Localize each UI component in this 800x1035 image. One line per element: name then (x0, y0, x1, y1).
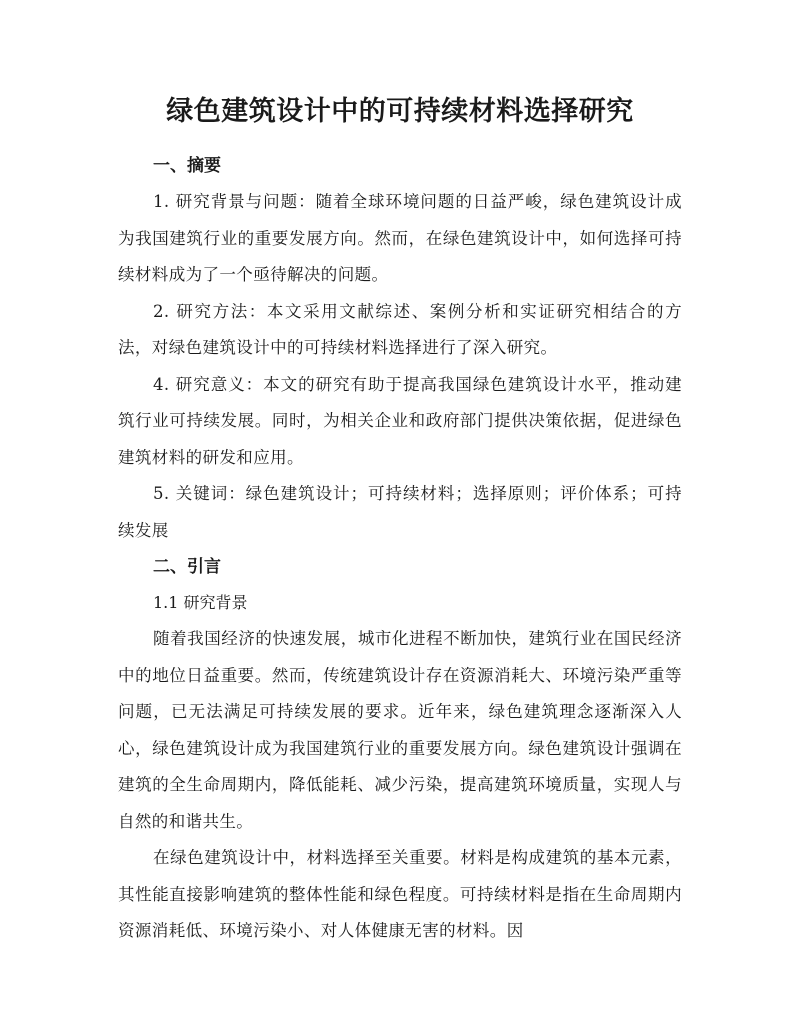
intro-paragraph: 在绿色建筑设计中，材料选择至关重要。材料是构成建筑的基本元素，其性能直接影响建筑的整体性能和绿色程度。可持续材料是指在生命周期内资源消耗低、环境污染小、对人体健康无害的材料。因 (118, 848, 682, 940)
section-heading-intro: 二、引言 (153, 557, 221, 577)
section-heading-abstract: 一、摘要 (153, 156, 221, 176)
abstract-item-background: 1. 研究背景与问题：随着全球环境问题的日益严峻，绿色建筑设计成为我国建筑行业的重要发展方向。然而，在绿色建筑设计中，如何选择可持续材料成为了一个亟待解决的问题。 (118, 192, 682, 284)
abstract-item-significance: 4. 研究意义：本文的研究有助于提高我国绿色建筑设计水平，推动建筑行业可持续发展。同时，为相关企业和政府部门提供决策依据，促进绿色建筑材料的研发和应用。 (118, 374, 682, 467)
document-title: 绿色建筑设计中的可持续材料选择研究 (166, 96, 634, 127)
subsection-heading-background: 1.1 研究背景 (153, 593, 248, 612)
abstract-item-keywords: 5. 关键词：绿色建筑设计；可持续材料；选择原则；评价体系；可持续发展 (118, 484, 682, 540)
intro-paragraph: 随着我国经济的快速发展，城市化进程不断加快，建筑行业在国民经济中的地位日益重要。然而，传统建筑设计存在资源消耗大、环境污染严重等问题，已无法满足可持续发展的要求。近年来，绿色建筑理念逐渐深入人心，绿色建筑设计成为我国建筑行业的重要发展方向。绿色建筑设计强调在建筑的全生命周期内，降低能耗、减少污染，提高建筑环境质量，实现人与自然的和谐共生。 (118, 629, 682, 831)
document-page (118, 92, 682, 950)
abstract-item-method: 2. 研究方法：本文采用文献综述、案例分析和实证研究相结合的方法，对绿色建筑设计中的可持续材料选择进行了深入研究。 (118, 301, 682, 357)
